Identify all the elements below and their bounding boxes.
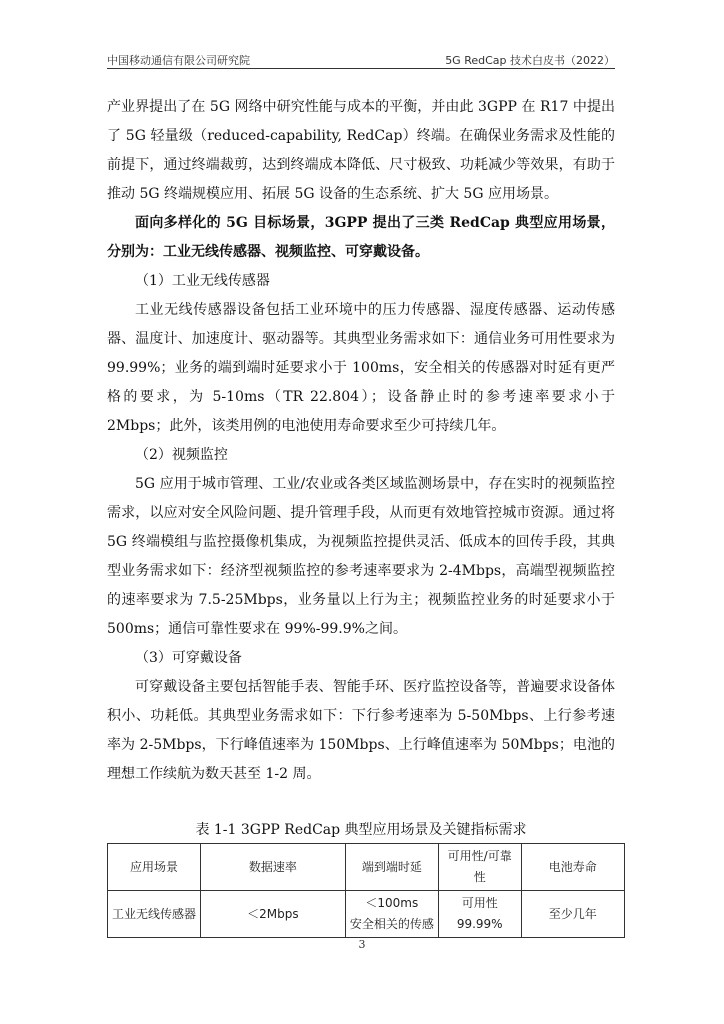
table-header-cell: 电池寿命 (521, 844, 624, 891)
table-caption: 表 1-1 3GPP RedCap 典型应用场景及关键指标需求 (195, 822, 527, 838)
intro-paragraph: 产业界提出了在 5G 网络中研究性能与成本的平衡，并由此 3GPP 在 R17 中提出了 5G 轻量级（reduced-capability, RedCap）终端。在确保业务需求及性能的前提下，通过终端裁剪，达到终端成本降低、尺寸极致、功耗减少等效果，有助于推动 5G 终端规模应用、拓展 5G 设备的生态系统、扩大 5G 应用场景。 (107, 99, 615, 202)
main-content (107, 93, 615, 789)
table-header-cell: 端到端时延 (345, 844, 438, 891)
table-header-cell: 应用场景 (108, 844, 201, 891)
availability-line-1: 可用性 (461, 896, 498, 910)
industrial-sensor-paragraph: 工业无线传感器设备包括工业环境中的压力传感器、湿度传感器、运动传感器、温度计、加速度计、驱动器等。其典型业务需求如下：通信业务可用性要求为 99.99%；业务的端到端时延要求小于 100ms，安全相关的传感器对时延有更严格的要求，为 5-10ms（TR 22.804）；设备静止时的参考速率要求小于 2Mbps；此外，该类用例的电池使用寿命要求至少可持续几年。 (107, 302, 615, 434)
table-cell-availability (438, 891, 521, 938)
table-header-row (108, 844, 625, 891)
header-document-title: 5G RedCap 技术白皮书（2022） (445, 54, 615, 67)
table-header-cell: 可用性/可靠性 (438, 844, 521, 891)
section-industrial-sensor-heading: （1）工业无线传感器 (135, 273, 270, 289)
section-wearable-heading: （3）可穿戴设备 (135, 650, 242, 666)
table-header-cell: 数据速率 (201, 844, 346, 891)
table-cell-rate: ＜2Mbps (201, 891, 346, 938)
table-cell-scenario: 工业无线传感器 (108, 891, 201, 938)
table-row (108, 891, 625, 938)
latency-line-2: 安全相关的传感 (349, 917, 434, 931)
wearable-paragraph: 可穿戴设备主要包括智能手表、智能手环、医疗监控设备等，普遍要求设备体积小、功耗低。其典型业务需求如下：下行参考速率为 5-50Mbps、上行参考速率为 2-5Mbps，下行峰值速率为 150Mbps、上行峰值速率为 50Mbps；电池的理想工作续航为数天甚至 1-2 周。 (107, 679, 615, 782)
availability-line-2: 99.99% (456, 917, 503, 931)
header-organization: 中国移动通信有限公司研究院 (107, 54, 250, 67)
page-header (107, 50, 615, 68)
header-divider (107, 68, 615, 69)
page-number: 3 (358, 938, 366, 951)
table-cell-latency (345, 891, 438, 938)
video-surveillance-paragraph: 5G 应用于城市管理、工业/农业或各类区域监测场景中，存在实时的视频监控需求，以应对安全风险问题、提升管理手段，从而更有效地管控城市资源。通过将 5G 终端模组与监控摄像机集成，为视频监控提供灵活、低成本的回传手段，其典型业务需求如下：经济型视频监控的参考速率要求为 2-4Mbps，高端型视频监控的速率要求为 7.5-25Mbps，业务量以上行为主；视频监控业务的时延要求小于 500ms；通信可靠性要求在 99%-99.9%之间。 (107, 476, 615, 637)
requirements-table (107, 843, 625, 938)
table-cell-battery: 至少几年 (521, 891, 624, 938)
latency-line-1: ＜100ms (365, 896, 419, 910)
section-video-surveillance-heading: （2）视频监控 (135, 447, 228, 463)
scenarios-summary-paragraph: 面向多样化的 5G 目标场景，3GPP 提出了三类 RedCap 典型应用场景，分别为：工业无线传感器、视频监控、可穿戴设备。 (107, 215, 615, 260)
